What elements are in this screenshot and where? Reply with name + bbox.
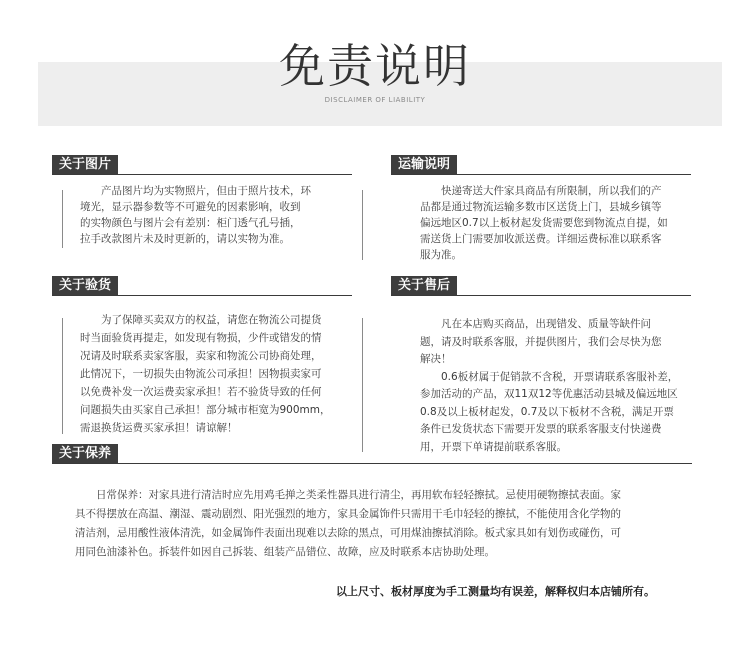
text-line: 清洁剂，忌用酸性液体清洗，如金属饰件表面出现难以去除的黑点，可用煤油擦拭消除。板式家具如有划伤或碰伤，可: [75, 527, 621, 539]
section-aftersales-title: 关于售后: [391, 276, 457, 295]
text-line: 0.6板材属于促销款不含税，开票请联系客服补差，: [441, 370, 679, 383]
text-line: 用同色油漆补色。拆装件如因自己拆装、组装产品错位、故障，应及时联系本店协助处理。: [75, 546, 495, 558]
text-line: 服为准。: [420, 249, 462, 261]
section-photos-header: [52, 155, 352, 175]
text-line: 以免费补发一次运费卖家承担！若不验货导致的任何: [80, 386, 322, 398]
divider-shipping: [362, 190, 363, 260]
text-line: 需退换货运费买家承担！请谅解！: [80, 422, 238, 434]
text-line: 问题损失由买家自己承担！部分城市柜宽为900mm，: [80, 404, 331, 416]
text-line: 境光，显示器参数等不可避免的因素影响，收到: [80, 201, 301, 213]
section-shipping-text: [420, 183, 668, 263]
divider-photos: [62, 190, 63, 248]
divider-inspection: [62, 318, 63, 434]
text-line: 凡在本店购买商品，出现错发、质量等缺件问: [441, 318, 651, 330]
section-inspection-header: [52, 276, 352, 296]
text-line: 拉手改款图片未及时更新的，请以实物为准。: [80, 233, 290, 245]
text-line: 此情况下，一切损失由物流公司承担！因物损卖家可: [80, 368, 322, 380]
section-maintenance-text: [75, 486, 621, 562]
text-line: 日常保养：对家具进行清洁时应先用鸡毛掸之类柔性器具进行清尘，再用软布轻轻擦拭。忌使用硬物擦拭表面。家: [96, 489, 621, 501]
text-line: 解决！: [420, 353, 452, 365]
text-line: 题，请及时联系客服，并提供图片，我们会尽快为您: [420, 335, 662, 348]
text-line: 为了保障买卖双方的权益，请您在物流公司提货: [101, 314, 322, 326]
section-inspection-text: [80, 311, 331, 437]
text-line: 0.8及以上板材起发，0.7及以下板材不含税，满足开票: [420, 405, 674, 418]
section-maintenance-header: [52, 444, 692, 464]
text-line: 用，开票下单请提前联系客服。: [420, 440, 567, 453]
section-aftersales-text: [420, 316, 678, 456]
section-photos-title: 关于图片: [52, 155, 118, 174]
divider-aftersales: [362, 318, 363, 452]
section-shipping-header: [391, 155, 691, 175]
section-photos-text: [80, 183, 311, 247]
section-maintenance-title: 关于保养: [52, 444, 118, 463]
text-line: 产品图片均为实物照片，但由于照片技术，环: [101, 185, 311, 197]
text-line: 参加活动的产品，双11双12等优惠活动县城及偏远地区: [420, 388, 678, 400]
text-line: 时当面验货再提走，如发现有物损，少件或错发的情: [80, 332, 322, 344]
section-aftersales-header: [391, 276, 691, 296]
disclaimer-footer-note: 以上尺寸、板材厚度为手工测量均有误差，解释权归本店铺所有。: [336, 585, 655, 598]
page-title: 免责说明: [279, 39, 471, 93]
page-subtitle: DISCLAIMER OF LIABILITY: [324, 96, 426, 104]
text-line: 况请及时联系卖家客服，卖家和物流公司协商处理，: [80, 350, 322, 362]
text-line: 快递寄送大件家具商品有所限制，所以我们的产: [441, 185, 662, 197]
text-line: 条件已发货状态下需要开发票的联系客服支付快递费: [420, 423, 662, 435]
text-line: 偏远地区0.7以上板材起发货需要您到物流点自提，如: [420, 217, 668, 229]
text-line: 的实物颜色与图片会有差别：柜门透气孔号插，: [80, 217, 301, 229]
text-line: 品都是通过物流运输多数市区送货上门，县城乡镇等: [420, 201, 662, 213]
section-inspection-title: 关于验货: [52, 276, 118, 295]
text-line: 需送货上门需要加收派送费。详细运费标准以联系客: [420, 233, 662, 245]
section-shipping-title: 运输说明: [391, 155, 457, 174]
text-line: 具不得摆放在高温、潮湿、震动剧烈、阳光强烈的地方，家具金属饰件只需用干毛巾轻轻的擦拭，不能使用含化学物的: [75, 508, 621, 520]
